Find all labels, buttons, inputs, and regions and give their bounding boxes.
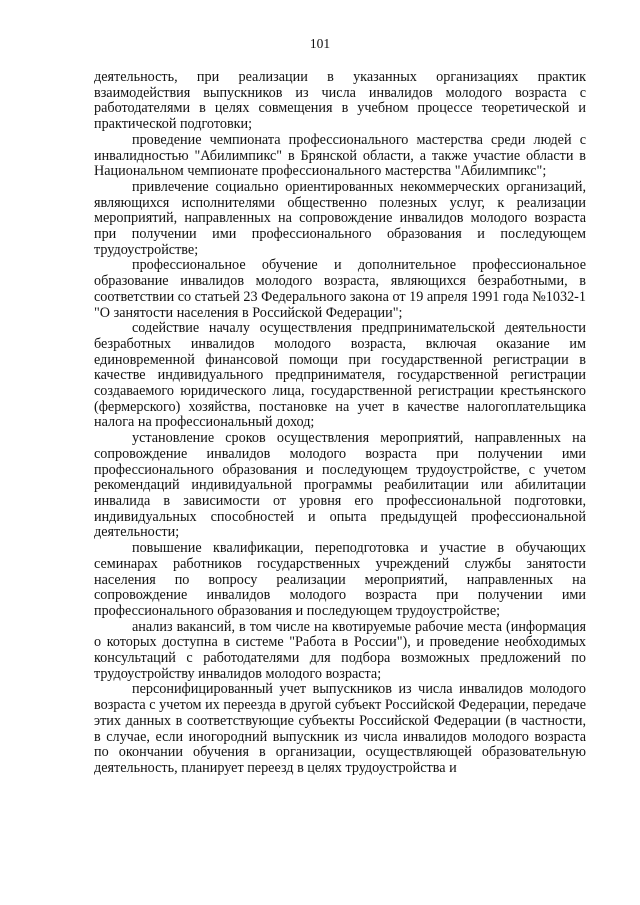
paragraph: привлечение социально ориентированных некоммерческих организаций, являющихся исполнителями общественно полезных услуг, к реализации мероприятий, направленных на сопровождение инвалидов молодого возраста при получении ими профессионального образования и последующем трудоустройстве; (94, 178, 586, 258)
paragraph: анализ вакансий, в том числе на квотируемые рабочие места (информация о которых доступна в системе "Работа в России"), и проведение необходимых консультаций с работодателями для подбора возможных предложений по трудоустройству инвалидов молодого возраста; (94, 618, 586, 682)
paragraph: деятельность, при реализации в указанных организациях практик взаимодействия выпускников из числа инвалидов молодого возраста с работодателями в целях совмещения в учебном процессе теоретической и практической подготовки; (94, 69, 586, 133)
paragraph: содействие началу осуществления предпринимательской деятельности безработных инвалидов молодого возраста, включая оказание им единовременной финансовой помощи при государственной регистрации в качестве индивидуального предпринимателя, государственной регистрации создаваемого юридического лица, государственной регистрации крестьянского (фермерского) хозяйства, постановке на учет в качестве налогоплательщика налога на профессиональный доход; (94, 320, 586, 431)
paragraph: проведение чемпионата профессионального мастерства среди людей с инвалидностью "Абилимпикс" в Брянской области, а также участие области в Национальном чемпионате профессионального мастерства "Абилимпикс"; (94, 131, 586, 180)
paragraph-continued: персонифицированный учет выпускников из числа инвалидов молодого возраста с учетом их переезда в другой субъект Российской Федерации, передаче этих данных в соответствующие субъекты Российской Федерации (в частности, в случае, если иногородний выпускник из числа инвалидов молодого возраста по окончании обучения в организации, осуществляющей образовательную деятельность, планирует переезд в целях трудоустройства и (94, 681, 586, 776)
page-number: 101 (309, 36, 331, 51)
document-body (94, 70, 586, 777)
paragraph: повышение квалификации, переподготовка и участие в обучающих семинарах работников государственных учреждений службы занятости населения по вопросу реализации мероприятий, направленных на сопровождение инвалидов молодого возраста при получении ими профессионального образования и последующем трудоустройстве; (94, 540, 586, 619)
paragraph: установление сроков осуществления мероприятий, направленных на сопровождение инвалидов молодого возраста при получении ими профессионального образования и последующем трудоустройстве, с учетом рекомендаций индивидуальной программы реабилитации или абилитации инвалида в зависимости от уровня его профессиональной подготовки, индивидуальных способностей и опыта предыдущей профессиональной деятельности; (94, 430, 586, 541)
paragraph: профессиональное обучение и дополнительное профессиональное образование инвалидов молодого возраста, являющихся безработными, в соответствии со статьей 23 Федерального закона от 19 апреля 1991 года №1032-1 "О занятости населения в Российской Федерации"; (94, 257, 586, 321)
